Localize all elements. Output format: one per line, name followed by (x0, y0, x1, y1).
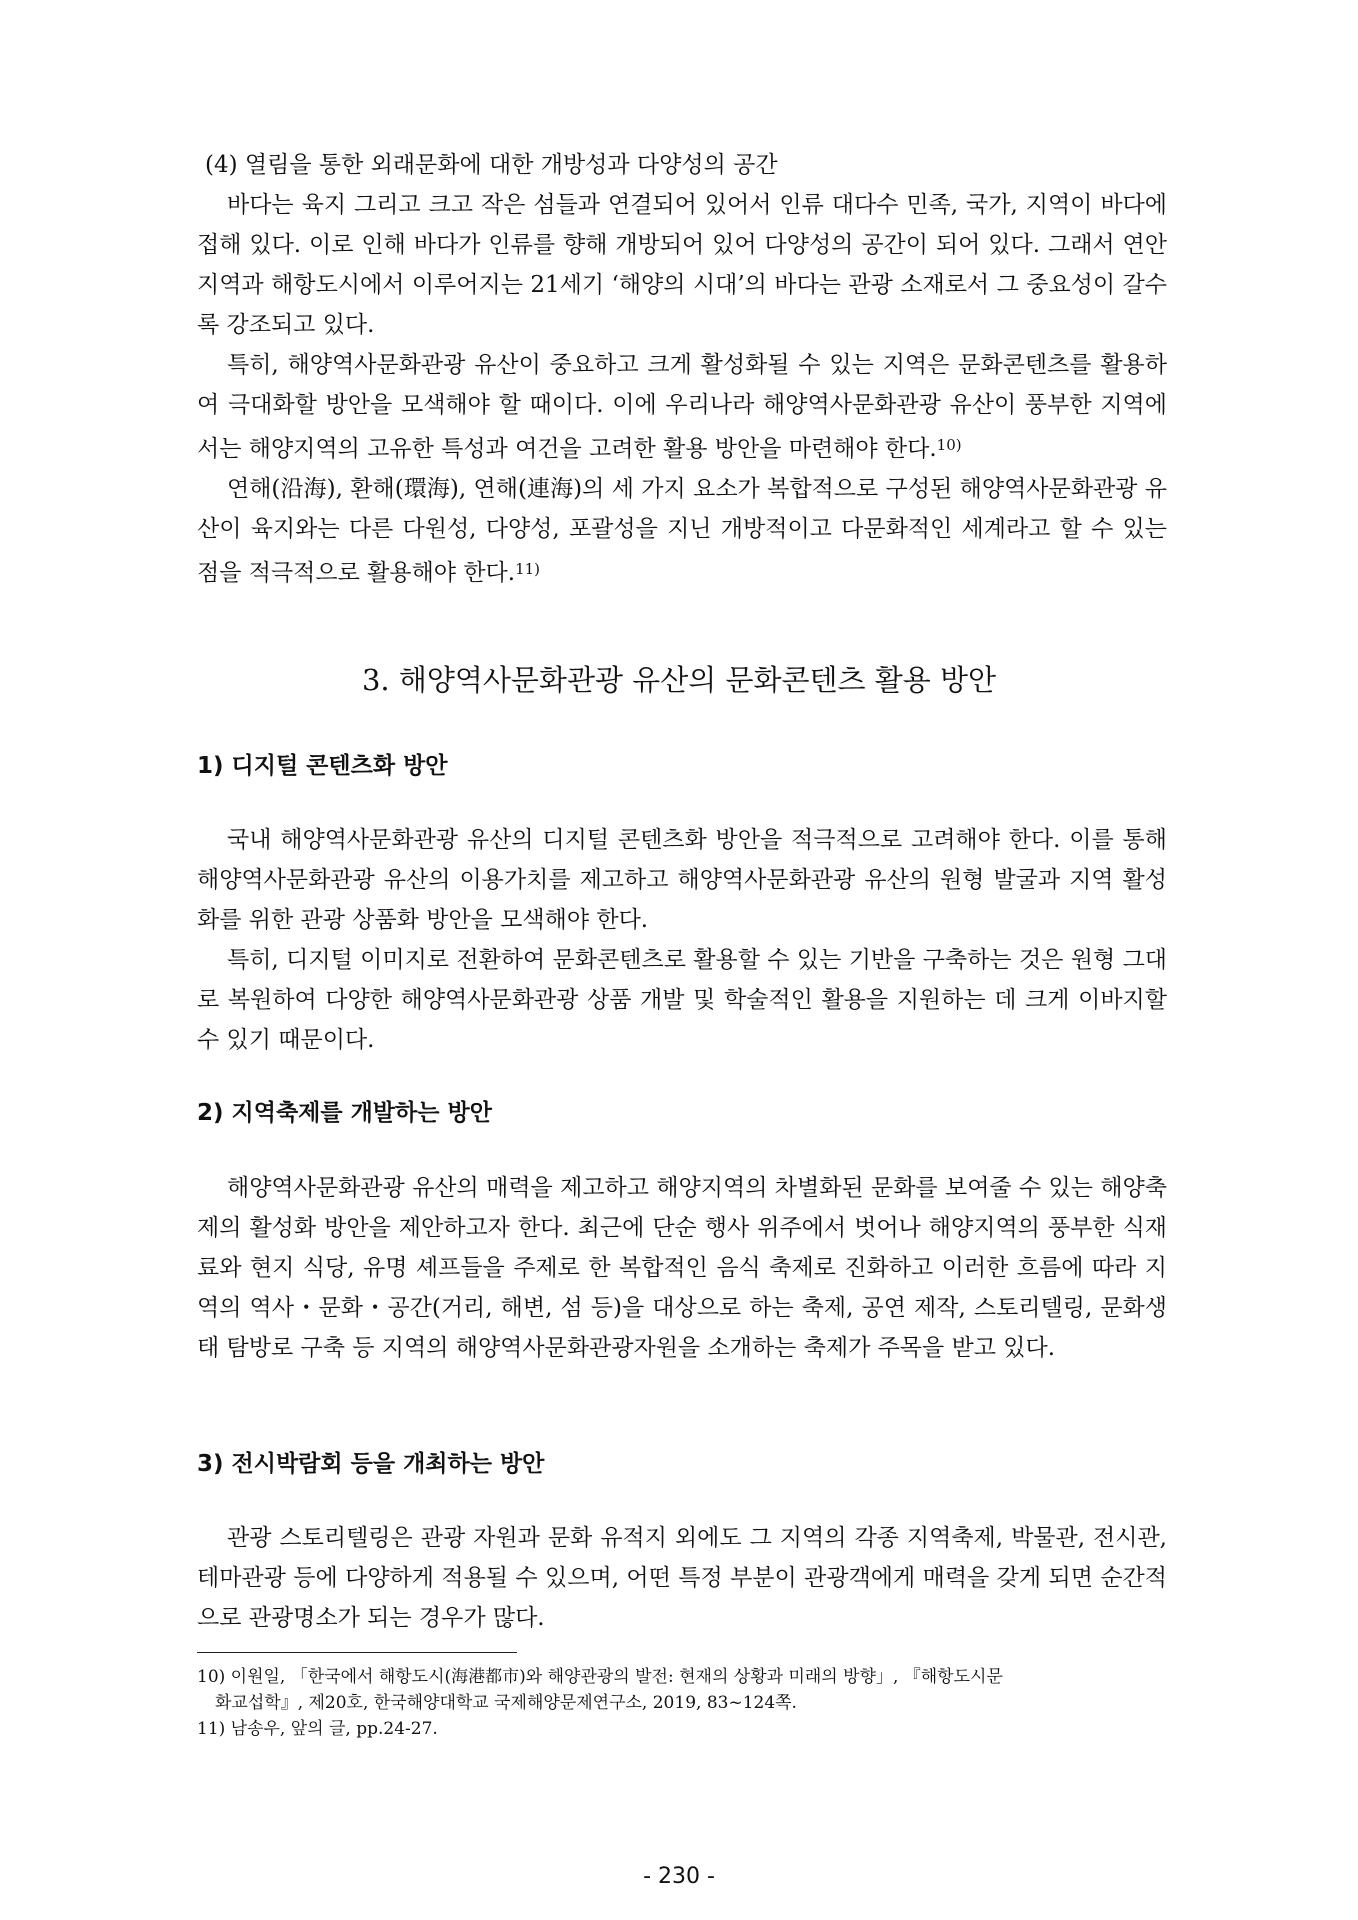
section-body (197, 1168, 1167, 1368)
footnote-ref[interactable]: 10) (936, 436, 962, 454)
footnotes (197, 1664, 1167, 1742)
section-title: 1) 디지털 콘텐츠화 방안 (197, 753, 448, 779)
section-title: 2) 지역축제를 개발하는 방안 (197, 1100, 492, 1126)
page-number: - 230 - (643, 1864, 715, 1889)
section-title: 3) 전시박람회 등을 개최하는 방안 (197, 1451, 545, 1477)
body-paragraph: 관광 스토리텔링은 관광 자원과 문화 유적지 외에도 그 지역의 각종 지역축제, 박물관, 전시관, 테마관광 등에 다양하게 적용될 수 있으며, 어떤 특정 부분이 관광객에게 매력을 갖게 되면 순간적으로 관광명소가 되는 경우가 많다. (197, 1525, 1167, 1631)
sub-heading: (4) 열림을 통한 외래문화에 대한 개방성과 다양성의 공간 (205, 152, 778, 178)
section-body (197, 1518, 1167, 1638)
chapter-title: 3. 해양역사문화관광 유산의 문화콘텐츠 활용 방안 (361, 663, 997, 697)
body-paragraph: 연해(沿海), 환해(環海), 연해(連海)의 세 가지 요소가 복합적으로 구성된 해양역사문화관광 유산이 육지와는 다른 다원성, 다양성, 포괄성을 지닌 개방적이고 다문화적인 세계라고 할 수 있는 점을 적극적으로 활용해야 한다.$^{11)}$ (197, 476, 1167, 586)
body-paragraph: 특히, 해양역사문화관광 유산이 중요하고 크게 활성화될 수 있는 지역은 문화콘텐츠를 활용하여 극대화할 방안을 모색해야 할 때이다. 이에 우리나라 해양역사문화관광 유산이 풍부한 지역에서는 해양지역의 고유한 특성과 여건을 고려한 활용 방안을 마련해야 한다.$^{10)}$ (197, 352, 1167, 462)
section-body (197, 820, 1167, 1060)
footnote-divider (197, 1652, 517, 1653)
body-paragraph: 바다는 육지 그리고 크고 작은 섬들과 연결되어 있어서 인류 대다수 민족, 국가, 지역이 바다에 접해 있다. 이로 인해 바다가 인류를 향해 개방되어 있어 다양성의 공간이 되어 있다. 그래서 연안 지역과 해항도시에서 이루어지는 21세기 ‘해양의 시대’의 바다는 관광 소재로서 그 중요성이 갈수록 강조되고 있다. (197, 192, 1167, 338)
body-paragraph: 특히, 디지털 이미지로 전환하여 문화콘텐츠로 활용할 수 있는 기반을 구축하는 것은 원형 그대로 복원하여 다양한 해양역사문화관광 상품 개발 및 학술적인 활용을 지원하는 데 크게 이바지할 수 있기 때문이다. (197, 947, 1167, 1053)
body-paragraph: 해양역사문화관광 유산의 매력을 제고하고 해양지역의 차별화된 문화를 보여줄 수 있는 해양축제의 활성화 방안을 제안하고자 한다. 최근에 단순 행사 위주에서 벗어나 해양지역의 풍부한 식재료와 현지 식당, 유명 셰프들을 주제로 한 복합적인 음식 축제로 진화하고 이러한 흐름에 따라 지역의 역사・문화・공간(거리, 해변, 섬 등)을 대상으로 하는 축제, 공연 제작, 스토리텔링, 문화생태 탐방로 구축 등 지역의 해양역사문화관광자원을 소개하는 축제가 주목을 받고 있다. (197, 1175, 1167, 1361)
footnote: 10) 이원일, 「한국에서 해항도시(海港都市)와 해양관광의 발전: 현재의 상황과 미래의 방향」, 『해항도시문 (197, 1667, 1003, 1687)
footnote: 11) 남송우, 앞의 글, pp.24-27. (197, 1719, 438, 1739)
footnote-continuation: 화교섭학』, 제20호, 한국해양대학교 국제해양문제연구소, 2019, 83~124쪽. (215, 1693, 797, 1713)
body-paragraph: 국내 해양역사문화관광 유산의 디지털 콘텐츠화 방안을 적극적으로 고려해야 한다. 이를 통해 해양역사문화관광 유산의 이용가치를 제고하고 해양역사문화관광 유산의 원형 발굴과 지역 활성화를 위한 관광 상품화 방안을 모색해야 한다. (197, 827, 1167, 933)
intro-block (197, 145, 1167, 593)
footnote-ref[interactable]: 11) (515, 560, 541, 578)
